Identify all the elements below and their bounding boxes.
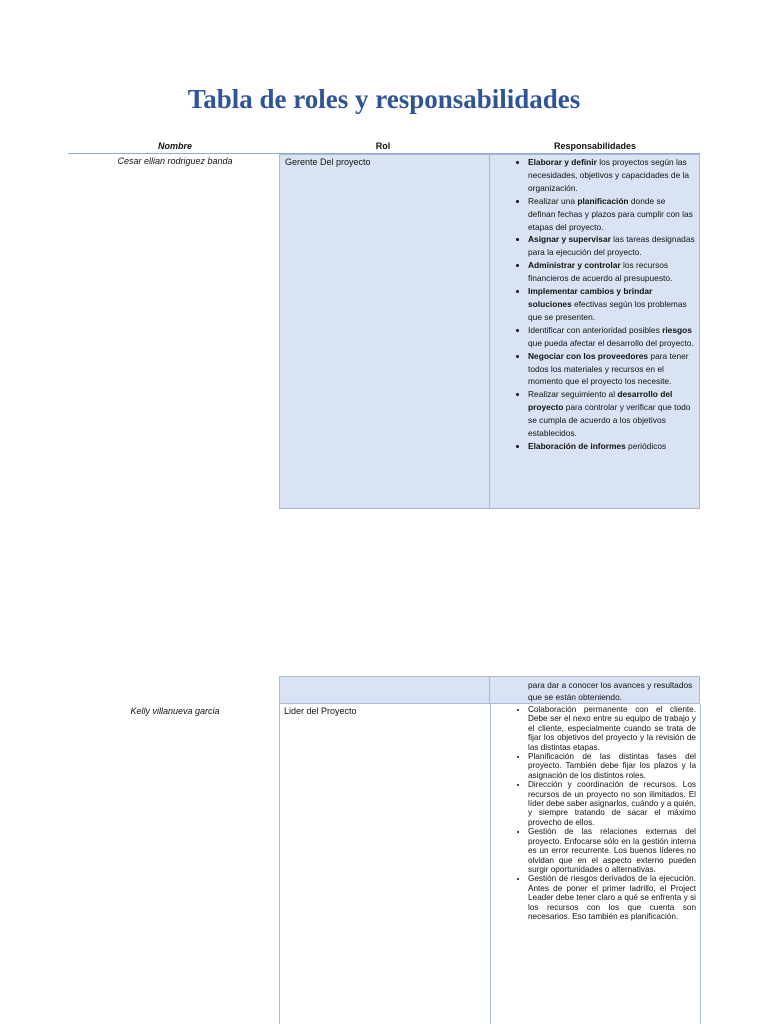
responsibility-item (528, 350, 695, 389)
row-1-nombre: Cesar ellian rodriguez banda (117, 156, 233, 166)
responsibility-item (528, 440, 695, 453)
responsibility-item (528, 780, 696, 827)
responsibility-bold-text: riesgos (662, 324, 692, 335)
responsibility-text: las tareas designadas para la ejecución del proyecto. (528, 234, 695, 258)
row-2-nombre: Kelly villanueva garcia (130, 706, 220, 716)
responsibility-item (528, 285, 695, 324)
responsibility-item (528, 195, 695, 234)
responsibility-text: donde se definan fechas y plazos para cumplir con las etapas del proyecto. (528, 195, 693, 232)
responsibility-bold-text: Elaborar y definir (528, 157, 597, 167)
continuation-cell (490, 676, 700, 704)
row-2-responsabilidades (490, 705, 700, 1024)
responsibility-text: los recursos financieros de acuerdo al presupuesto. (528, 260, 673, 284)
row-2-border-right (700, 704, 701, 1024)
responsibility-item (528, 874, 696, 921)
responsibility-bold-text: Asignar y supervisar (528, 234, 611, 245)
responsibility-item (528, 259, 695, 285)
responsibility-bold-text: planificación (577, 195, 629, 206)
row-2-border-left (279, 704, 280, 1024)
responsibility-item (528, 388, 695, 440)
responsibility-text: Identificar con anterioridad posibles (528, 324, 663, 335)
row-2-rol (279, 704, 490, 718)
responsibility-bold-text: Implementar cambios y brindar soluciones (528, 286, 653, 309)
continuation-text: para dar a conocer los avances y resultados que se están obteniendo. (528, 680, 693, 702)
continuation-rol-cell (279, 676, 490, 704)
responsibility-item (528, 752, 696, 780)
row-2-border-mid (490, 704, 491, 1024)
responsibility-text: Realizar seguimiento al (528, 389, 618, 400)
header-nombre: Nombre (157, 141, 192, 151)
header-rol: Rol (375, 141, 391, 151)
row-1-responsabilidades (490, 154, 700, 509)
responsibility-text: Planificación de las distintas fases del proyecto. También debe fijar los plazos y la asignación de los distintos roles. (528, 752, 696, 780)
responsibility-bold-text: Elaboración de informes (528, 440, 626, 451)
responsibility-text: Realizar una (528, 195, 578, 206)
row-1-rol (279, 154, 490, 509)
responsibility-text: los proyectos según las necesidades, objetivos y capacidades de la organización. (528, 157, 690, 193)
responsibility-text: Colaboración permanente con el cliente. Debe ser el nexo entre su equipo de trabajo y el cliente, especialmente cuando se trata de fijar los objetivos del proyecto y la revisión de las distintas etapas. (528, 705, 696, 752)
responsibility-bold-text: Negociar con los proveedores (528, 350, 649, 361)
responsibility-text: periódicos (625, 440, 667, 451)
responsibility-item (528, 705, 696, 752)
responsibility-text: Gestión de riesgos derivados de la ejecución. Antes de poner el primer ladrillo, el Project Leader debe tener claro a qué se enfrenta y si los recursos con los que cuenta son necesarios. Eso también es planificación. (528, 874, 696, 921)
responsibility-text: para tener todos los materiales y recursos en el momento que el proyecto los necesite. (528, 350, 689, 387)
responsibility-bold-text: Administrar y controlar (528, 260, 621, 271)
responsibility-item (528, 827, 696, 874)
responsibility-text: Gestión de las relaciones externas del proyecto. Enfocarse sólo en la gestión interna es un error recurrente. Los buenos líderes no olvidan que en el aspecto externo pueden surgir oportunidades o alternativas. (528, 827, 696, 874)
page-title: Tabla de roles y responsabilidades (187, 84, 581, 114)
responsibility-item (528, 324, 695, 350)
header-responsabilidades: Responsabilidades (553, 141, 637, 151)
responsibility-item (528, 156, 695, 195)
responsibility-bold-text: desarrollo del proyecto (528, 389, 673, 413)
responsibility-text: para controlar y verificar que todo se cumpla de acuerdo a los objetivos establecidos. (528, 402, 691, 439)
responsibility-item (528, 233, 695, 259)
row-1-resp-list (490, 156, 695, 453)
row-1-rol-text: Gerente Del proyecto (285, 157, 371, 167)
row-2-resp-list (490, 705, 696, 921)
responsibility-text: que pueda afectar el desarrollo del proyecto. (528, 337, 694, 348)
row-2-rol-text: Lider del Proyecto (284, 706, 357, 716)
responsibility-text: Dirección y coordinación de recursos. Los recursos de un proyecto no son ilimitados. El líder debe saber asignarlos, cuándo y a quién, y siempre tratando de sacar el máximo provecho de ellos. (528, 780, 696, 827)
responsibility-text: efectivas según los problemas que se presenten. (528, 298, 687, 322)
